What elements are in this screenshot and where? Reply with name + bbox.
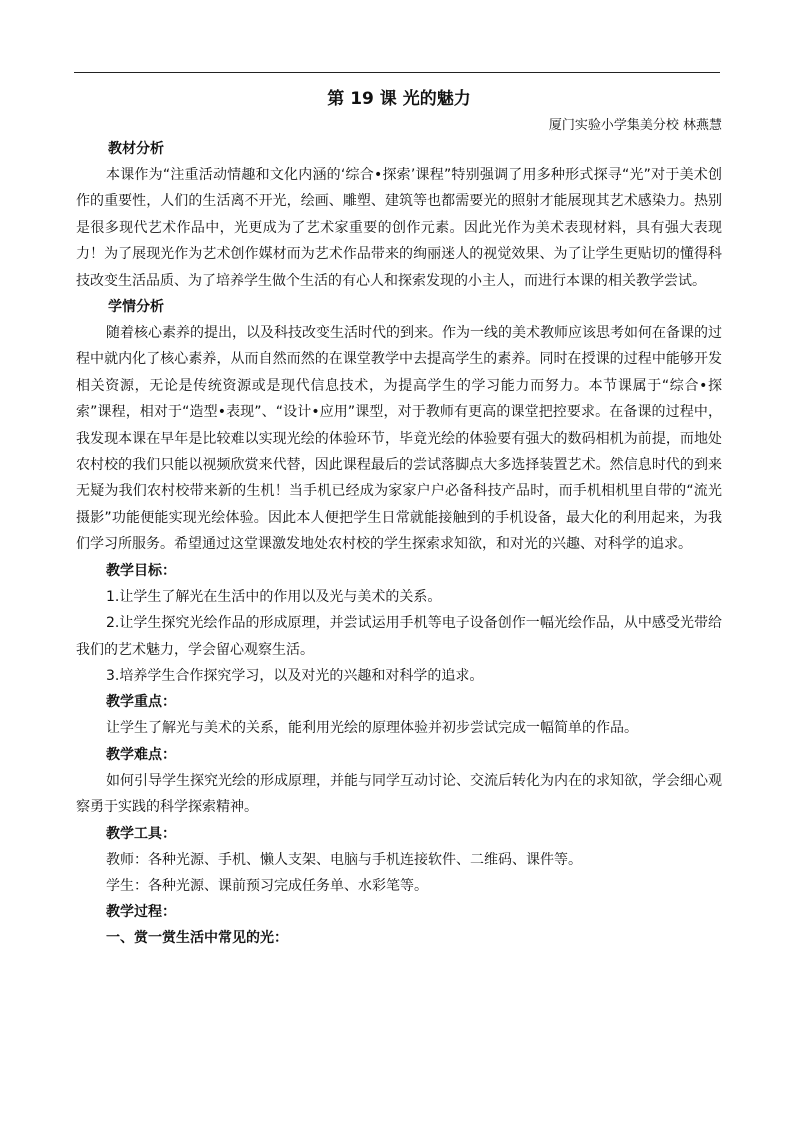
heading-teaching-tools: 教学工具： (106, 825, 176, 842)
header-rule (74, 72, 720, 73)
heading-difficulties: 教学难点： (106, 746, 176, 763)
tools-student: 学生：各种光源、课前预习完成任务单、水彩笔等。 (106, 877, 428, 894)
document-author: 厦门实验小学集美分校 林燕慧 (548, 118, 722, 133)
document-body (76, 86, 722, 951)
goal-item-3: 3.培养学生合作探究学习，以及对光的兴趣和对科学的追求。 (106, 667, 484, 684)
process-step-1: 一、赏一赏生活中常见的光： (106, 930, 288, 947)
tools-teacher: 教师：各种光源、手机、懒人支架、电脑与手机连接软件、二维码、课件等。 (106, 851, 582, 868)
document-title: 第 19 课 光的魅力 (327, 89, 471, 109)
paragraph-difficulties: 如何引导学生探究光绘的形成原理，并能与同学互动讨论、交流后转化为内在的求知欲，学会细心观察勇于实践的科学探索精神。 (76, 772, 722, 816)
heading-key-points: 教学重点： (106, 694, 176, 711)
heading-teaching-process: 教学过程： (106, 904, 176, 921)
goal-item-2: 2.让学生探究光绘作品的形成原理，并尝试运用手机等电子设备创作一幅光绘作品，从中感受光带给我们的艺术魅力，学会留心观察生活。 (76, 615, 722, 658)
heading-teaching-goals: 教学目标： (106, 562, 176, 579)
heading-textbook-analysis: 教材分析 (108, 141, 164, 157)
paragraph-textbook-analysis: 本课作为“注重活动情趣和文化内涵的‘综合•探索’课程”特别强调了用多种形式探寻“光”对于美术创作的重要性，人们的生活离不开光，绘画、雕塑、建筑等也都需要光的照射才能展现其艺术感染力。热别是很多现代艺术作品中，光更成为了艺术家重要的创作元素。因此光作为美术表现材料，具有强大表现力！为了展现光作为艺术创作媒材而为艺术作品带来的绚丽迷人的视觉效果、为了让学生更贴切的懂得科技改变生活品质、为了培养学生做个生活的有心人和探索发现的小主人，而进行本课的相关教学尝试。 (76, 167, 722, 289)
goal-item-1: 1.让学生了解光在生活中的作用以及光与美术的关系。 (106, 588, 442, 605)
heading-student-analysis: 学情分析 (108, 299, 164, 316)
paragraph-key-points: 让学生了解光与美术的关系，能利用光绘的原理体验并初步尝试完成一幅简单的作品。 (106, 720, 638, 737)
paragraph-student-analysis: 随着核心素养的提出，以及科技改变生活时代的到来。作为一线的美术教师应该思考如何在备课的过程中就内化了核心素养，从而自然而然的在课堂教学中去提高学生的素养。同时在授课的过程中能够开发相关资源，无论是传统资源或是现代信息技术，为提高学生的学习能力而努力。本节课属于“综合•探索”课程，相对于“造型•表现”、“设计•应用”课型，对于教师有更高的课堂把控要求。在备课的过程中，我发现本课在早年是比较难以实现光绘的体验环节，毕竟光绘的体验要有强大的数码相机为前提，而地处农村校的我们只能以视频欣赏来代替，因此课程最后的尝试落脚点大多选择装置艺术。然信息时代的到来无疑为我们农村校带来新的生机！当手机已经成为家家户户必备科技产品时，而手机相机里自带的“流光摄影”功能便能实现光绘体验。因此本人便把学生日常就能接触到的手机设备，最大化的利用起来，为我们学习所服务。希望通过这堂课激发地处农村校的学生探索求知欲，和对光的兴趣、对科学的追求。 (76, 325, 722, 553)
